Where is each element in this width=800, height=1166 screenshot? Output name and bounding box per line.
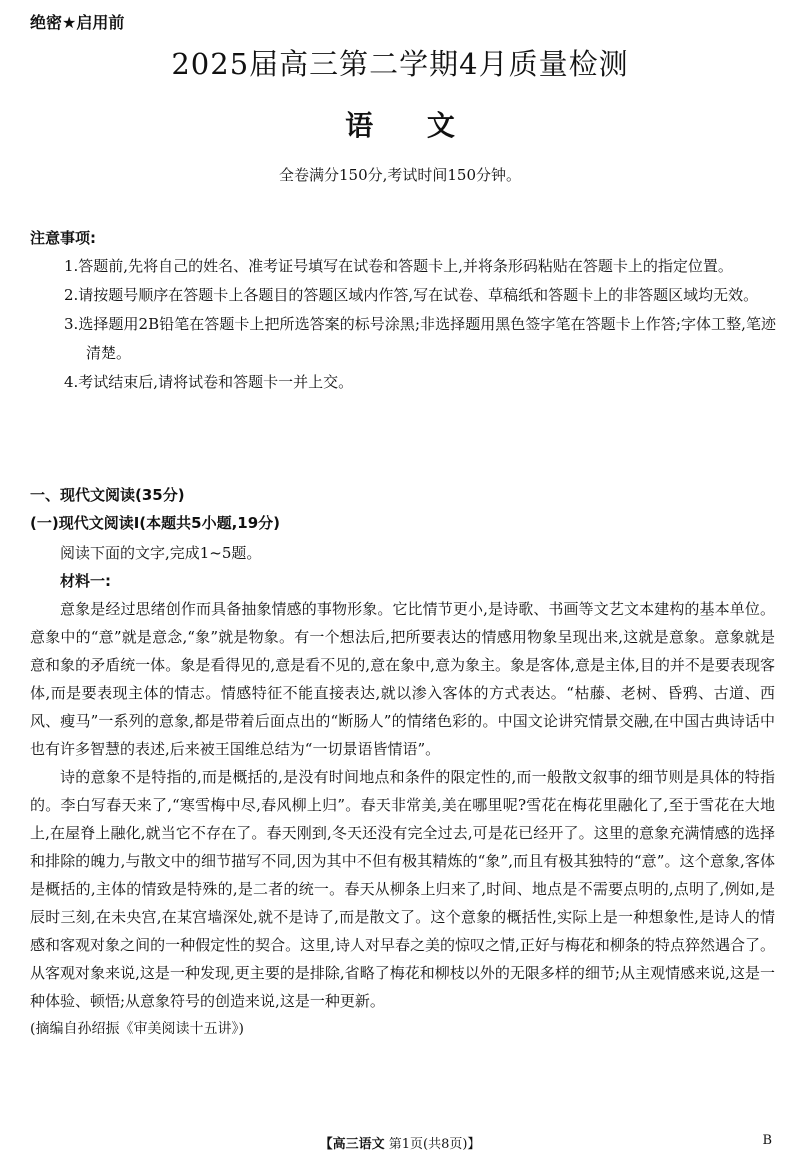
subject-title: 语 文: [345, 109, 455, 142]
footer-page-number: 第1页(共8页)】: [388, 1137, 481, 1152]
paper-version: B: [762, 1133, 772, 1148]
passage-paragraph: 意象是经过思绪创作而具备抽象情感的事物形象。它比情节更小,是诗歌、书画等文艺文本建构的基本单位。意象中的“意”就是意念,“象”就是物象。有一个想法后,把所要表达的情感用物象呈现出来,这就是意象。意象就是意和象的矛盾统一体。象是看得见的,意是看不见的,意在象中,意为象主。象是客体,意是主体,目的并不是要表现客体,而是要表现主体的情志。情感特征不能直接表达,就以渗入客体的方式表达。“枯藤、老树、昏鸦、古道、西风、瘦马”一系列的意象,都是带着后面点出的“断肠人”的情绪色彩的。中国文论讲究情景交融,在中国古典诗话中也有许多智慧的表述,后来被王国维总结为“一切景语皆情语”。: [30, 600, 775, 758]
notice-heading: 注意事项:: [30, 229, 96, 247]
reading-instruction: 阅读下面的文字,完成1~5题。: [60, 544, 262, 562]
notice-list: [64, 252, 776, 397]
page-footer: [0, 1133, 800, 1152]
section-heading: 一、现代文阅读(35分): [30, 486, 185, 504]
notice-item: 3.选择题用2B铅笔在答题卡上把所选答案的标号涂黑;非选择题用黑色签字笔在答题卡上作答;字体工整,笔迹清楚。: [64, 315, 776, 362]
notice-item: 4.考试结束后,请将试卷和答题卡一并上交。: [64, 373, 354, 391]
passage-paragraph: 诗的意象不是特指的,而是概括的,是没有时间地点和条件的限定性的,而一般散文叙事的细节则是具体的特指的。李白写春天来了,“寒雪梅中尽,春风柳上归”。春天非常美,美在哪里呢?雪花在梅花里融化了,至于雪花在大地上,在屋脊上融化,就当它不存在了。春天刚到,冬天还没有完全过去,可是花已经开了。这里的意象充满情感的选择和排除的魄力,与散文中的细节描写不同,因为其中不但有极其精炼的“象”,而且有极其独特的“意”。这个意象,客体是概括的,主体的情致是特殊的,是二者的统一。春天从柳条上归来了,时间、地点是不需要点明的,点明了,例如,是辰时三刻,在未央宫,在某宫墙深处,就不是诗了,而是散文了。这个意象的概括性,实际上是一种想象性,是诗人的情感和客观对象之间的一种假定性的契合。这里,诗人对早春之美的惊叹之情,正好与梅花和柳条的特点猝然遇合了。从客观对象来说,这是一种发现,更主要的是排除,省略了梅花和柳枝以外的无限多样的细节;从主观情感来说,这是一种体验、顿悟;从意象符号的创造来说,这是一种更新。: [30, 768, 775, 1010]
material-label: 材料一:: [60, 572, 111, 590]
notice-item: 2.请按题号顺序在答题卡上各题目的答题区域内作答,写在试卷、草稿纸和答题卡上的非答题区域均无效。: [64, 286, 759, 304]
exam-title: 2025届高三第二学期4月质量检测: [171, 47, 629, 81]
notice-item: 1.答题前,先将自己的姓名、准考证号填写在试卷和答题卡上,并将条形码粘贴在答题卡上的指定位置。: [64, 257, 733, 275]
reading-passage: [30, 539, 775, 1043]
confidential-mark: 绝密★启用前: [30, 13, 125, 32]
source-citation: (摘编自孙绍振《审美阅读十五讲》): [30, 1021, 244, 1037]
score-info: 全卷满分150分,考试时间150分钟。: [278, 166, 522, 184]
footer-label: 【高三语文: [319, 1137, 385, 1152]
section-subheading: (一)现代文阅读Ⅰ(本题共5小题,19分): [30, 514, 281, 532]
